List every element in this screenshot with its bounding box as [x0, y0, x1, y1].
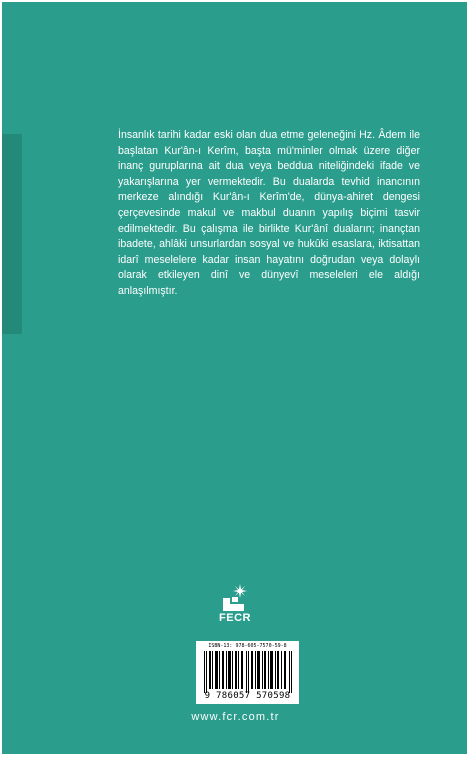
back-cover-blurb	[118, 128, 420, 300]
barcode	[196, 641, 299, 704]
blurb-paragraph: İnsanlık tarihi kadar eski olan dua etme geleneğini Hz. Âdem ile başlatan Kur'ân-ı Kerîm, başta mü'minler olmak üzere diğer inanç guruplarına ait dua veya beddua niteliğindeki ifade ve yakarışlarına yer vermektedir. Bu dualarda tevhid inancının merkeze alındığı Kur'ân-ı Kerîm'de, dünya-ahiret dengesi çerçevesinde makul ve makbul duanın yapılış biçimi tasvir edilmektedir. Bu çalışma ile birlikte Kur'ânî duaların; inançtan ibadete, ahlâki unsurlardan sosyal ve hukûki esaslara, iktisattan idarî meselelere kadar insan hayatını doğrudan veya dolaylı olarak etkileyen dinî ve dünyevî meseleleri ele aldığı anlaşılmıştır.	[118, 129, 420, 297]
publisher-name: FECR	[219, 612, 251, 624]
barcode-bars	[202, 651, 294, 693]
spine-strip	[2, 134, 22, 334]
isbn-text: ISBN-13: 978-605-7570-59-8	[208, 643, 287, 649]
barcode-number: 9 786057 570598	[204, 691, 291, 701]
publisher-logo	[205, 584, 265, 628]
fecr-logo-icon	[218, 584, 252, 614]
publisher-website: www.fcr.com.tr	[191, 711, 280, 723]
